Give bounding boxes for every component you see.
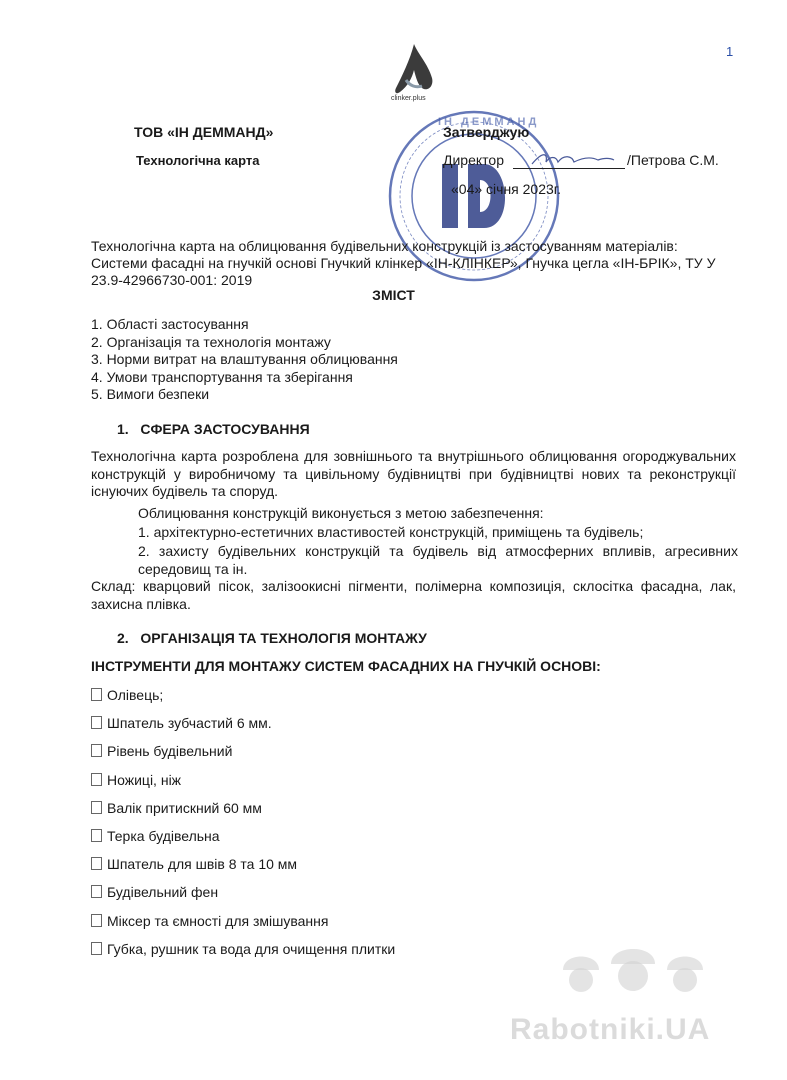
director-label: Директор bbox=[443, 152, 504, 168]
checkbox-icon bbox=[91, 773, 102, 786]
list-item: Ножиці, ніж bbox=[91, 772, 395, 800]
checkbox-icon bbox=[91, 716, 102, 729]
checkbox-icon bbox=[91, 914, 102, 927]
approve-label: Затверджую bbox=[443, 124, 530, 140]
stamp-text: ІН ДЕММАНД bbox=[438, 116, 540, 128]
checkbox-icon bbox=[91, 801, 102, 814]
tools-heading: ІНСТРУМЕНТИ ДЛЯ МОНТАЖУ СИСТЕМ ФАСАДНИХ НА ГНУЧКІЙ ОСНОВІ: bbox=[91, 658, 601, 674]
checkbox-icon bbox=[91, 942, 102, 955]
toc-item: 2. Організація та технологія монтажу bbox=[91, 333, 331, 350]
approval-date: «04» січня 2023г. bbox=[451, 181, 562, 197]
checkbox-icon bbox=[91, 885, 102, 898]
checkbox-icon bbox=[91, 857, 102, 870]
section-1-purpose: Облицювання конструкцій виконується з метою забезпечення: bbox=[138, 505, 544, 521]
list-item: Валік притискний 60 мм bbox=[91, 800, 395, 828]
section-1-purpose-item: 2. захисту будівельних конструкцій та будівель від атмосферних впливів, агресивних середовищ та ін. bbox=[138, 543, 738, 577]
list-item: Олівець; bbox=[91, 687, 395, 715]
list-item: Губка, рушник та вода для очищення плитки bbox=[91, 941, 395, 969]
section-1-purpose-item: 1. архітектурно-естетичних властивостей конструкцій, приміщень та будівель; bbox=[138, 524, 644, 540]
toc-item: 1. Області застосування bbox=[91, 316, 249, 332]
checkbox-icon bbox=[91, 688, 102, 701]
document-type: Технологічна карта bbox=[136, 153, 260, 168]
table-of-contents bbox=[91, 316, 398, 404]
toc-title: ЗМІСТ bbox=[372, 287, 415, 303]
section-1-paragraph: Технологічна карта розроблена для зовнішнього та внутрішнього облицювання огороджувальних конструкцій у виробничому та цивільному будівництві при будівництві нових та реконструкції існуючих будівель та споруд. bbox=[91, 448, 736, 499]
section-2-title: 2. ОРГАНІЗАЦІЯ ТА ТЕХНОЛОГІЯ МОНТАЖУ bbox=[117, 630, 427, 646]
tools-list bbox=[91, 687, 395, 969]
director-name: /Петрова С.М. bbox=[627, 152, 719, 168]
composition-paragraph: Склад: кварцовий пісок, залізоокисні пігменти, полімерна композиція, склосітка фасадна, лак, захисна плівка. bbox=[91, 578, 736, 612]
list-item: Терка будівельна bbox=[91, 828, 395, 856]
watermark-workers-icon bbox=[553, 930, 713, 1000]
toc-item: 5. Вимоги безпеки bbox=[91, 386, 210, 402]
list-item: Шпатель для швів 8 та 10 мм bbox=[91, 856, 395, 884]
list-item: Рівень будівельний bbox=[91, 743, 395, 771]
checkbox-icon bbox=[91, 744, 102, 757]
toc-item: 3. Норми витрат на влаштування облицювання bbox=[91, 351, 398, 367]
list-item: Шпатель зубчастий 6 мм. bbox=[91, 715, 395, 743]
page-number: 1 bbox=[726, 44, 734, 59]
section-1-title: 1. СФЕРА ЗАСТОСУВАННЯ bbox=[117, 421, 310, 437]
intro-paragraph: Технологічна карта на облицювання будівельних конструкцій із застосуванням матеріалів: Системи фасадні на гнучкій основі Гнучкий клінкер «ІН-КЛІНКЕР», Гнучка цегла «ІН-БРІК», ТУ У 23.9-42966730-001: 2019 bbox=[91, 238, 716, 288]
watermark: Rabotniki.UA bbox=[510, 1013, 711, 1046]
signature-icon bbox=[528, 148, 618, 170]
organization-name: ТОВ «ІН ДЕММАНД» bbox=[134, 124, 274, 140]
checkbox-icon bbox=[91, 829, 102, 842]
logo-text: clinker.plus bbox=[391, 95, 426, 102]
toc-item: 4. Умови транспортування та зберігання bbox=[91, 368, 353, 385]
list-item: Міксер та ємності для змішування bbox=[91, 913, 395, 941]
list-item: Будівельний фен bbox=[91, 884, 395, 912]
